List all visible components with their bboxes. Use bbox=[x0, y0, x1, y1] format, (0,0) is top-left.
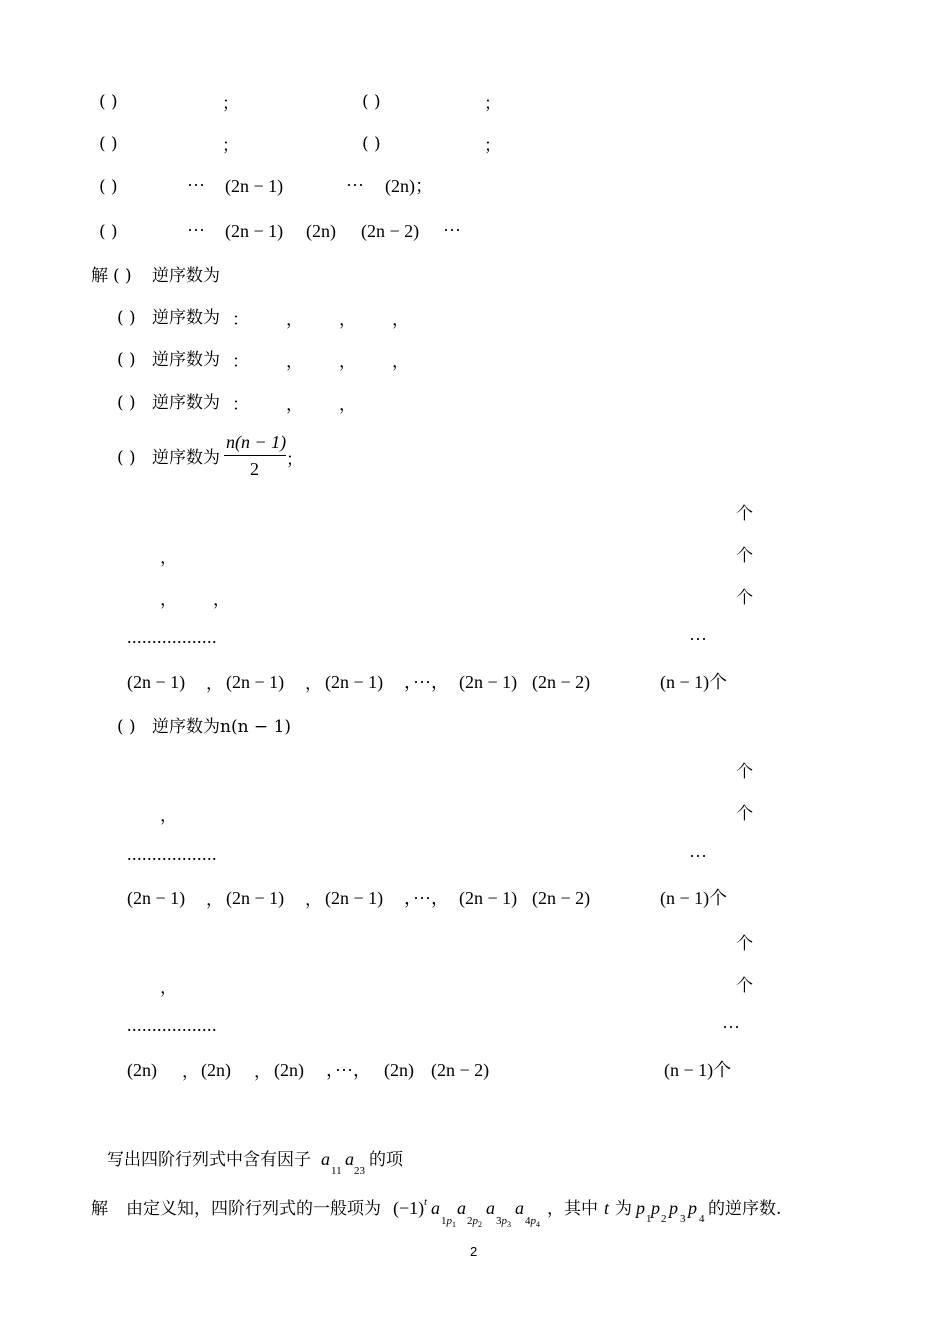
b1-expr-5: (2n − 2) bbox=[532, 672, 591, 692]
expr-4b: (2n) bbox=[306, 221, 336, 241]
b3-mid: ，···， bbox=[326, 1060, 371, 1080]
perm-p1-sub: 1 bbox=[646, 1213, 652, 1225]
sol2-comma-2: ， bbox=[339, 352, 356, 372]
b1-comma-2: ， bbox=[160, 590, 177, 610]
sol4-text: 逆序数为 bbox=[152, 448, 220, 468]
expr-4a: (2n − 1) bbox=[225, 221, 284, 241]
perm-p3-sub: 3 bbox=[680, 1213, 686, 1225]
paren-4: ( ) bbox=[99, 222, 118, 242]
dots-4a: ··· bbox=[187, 220, 205, 240]
count-ge-7: 个 bbox=[736, 976, 753, 996]
paren-2b: ( ) bbox=[362, 134, 381, 154]
sol1-paren: ( ) bbox=[117, 308, 136, 328]
perm-p2: p bbox=[651, 1198, 660, 1218]
b3-expr-3: (2n) bbox=[274, 1060, 304, 1080]
sol2-comma-1: ， bbox=[286, 352, 303, 372]
expr-3a: (2n − 1) bbox=[225, 176, 284, 196]
sol2-comma-3: ， bbox=[392, 352, 409, 372]
q2-var-t: t bbox=[604, 1198, 610, 1218]
b3-expr-4: (2n) bbox=[384, 1060, 414, 1080]
perm-p4: p bbox=[688, 1198, 697, 1218]
b2-expr-3: (2n − 1) bbox=[325, 888, 384, 908]
sol5-paren: ( ) bbox=[117, 717, 136, 737]
b1-expr-2: (2n − 1) bbox=[226, 672, 285, 692]
b1-sep-1: ， bbox=[206, 674, 223, 694]
sol3-paren: ( ) bbox=[117, 393, 136, 413]
b3-expr-1: (2n) bbox=[127, 1060, 157, 1080]
b2-expr-1: (2n − 1) bbox=[127, 888, 186, 908]
expr-4c: (2n − 2) bbox=[361, 221, 420, 241]
term-a4: a bbox=[515, 1198, 524, 1218]
b2-count: (n − 1)个 bbox=[660, 888, 728, 908]
b2-comma-1: ， bbox=[160, 806, 177, 826]
b2-sep-2: ， bbox=[305, 890, 322, 910]
b1-comma-1: ， bbox=[160, 548, 177, 568]
sol2-paren: ( ) bbox=[117, 350, 136, 370]
sol3-colon: ： bbox=[232, 395, 249, 415]
b1-dots-row: .................. bbox=[127, 627, 217, 647]
b1-expr-3: (2n − 1) bbox=[325, 672, 384, 692]
count-ge-4: 个 bbox=[736, 762, 753, 782]
sol3-comma-2: ， bbox=[339, 395, 356, 415]
semicolon-1b: ； bbox=[484, 94, 501, 114]
dots-3b: ··· bbox=[346, 175, 364, 195]
count-ge-1: 个 bbox=[736, 504, 753, 524]
b1-ellipsis: ··· bbox=[689, 629, 707, 649]
paren-2a: ( ) bbox=[99, 134, 118, 154]
fraction-numerator: n(n − 1) bbox=[226, 432, 287, 452]
sol4-end: ； bbox=[286, 450, 303, 470]
b3-sep-2: ， bbox=[254, 1062, 271, 1082]
page-number: 2 bbox=[470, 1244, 478, 1259]
q2-solution-text-3: 为 bbox=[615, 1199, 632, 1219]
perm-p2-sub: 2 bbox=[661, 1213, 667, 1225]
count-ge-3: 个 bbox=[736, 588, 753, 608]
solution-label: 解 bbox=[91, 266, 108, 286]
factor-a23: a bbox=[345, 1149, 354, 1169]
perm-p4-sub: 4 bbox=[699, 1213, 705, 1225]
fraction-denominator: 2 bbox=[250, 459, 259, 479]
b3-comma-1: ， bbox=[160, 978, 177, 998]
b1-expr-1: (2n − 1) bbox=[127, 672, 186, 692]
perm-p1: p bbox=[636, 1198, 645, 1218]
dots-4b: ··· bbox=[443, 220, 461, 240]
b3-sep-1: ， bbox=[182, 1062, 199, 1082]
b1-count: (n − 1)个 bbox=[660, 672, 728, 692]
q2-solution-text-4: 的逆序数. bbox=[708, 1199, 782, 1219]
sol1-comma-3: ， bbox=[392, 310, 409, 330]
b3-dots-row: .................. bbox=[127, 1015, 217, 1035]
b2-expr-2: (2n − 1) bbox=[226, 888, 285, 908]
expr-3b: (2n)； bbox=[385, 176, 433, 196]
sol5-text: 逆序数为n(n − 1) bbox=[152, 717, 292, 737]
count-ge-5: 个 bbox=[736, 804, 753, 824]
b2-ellipsis: ··· bbox=[689, 846, 707, 866]
term-a3: a bbox=[486, 1198, 495, 1218]
b3-expr-5: (2n − 2) bbox=[431, 1060, 490, 1080]
q2-sign-exponent: t bbox=[424, 1196, 428, 1208]
term-a1-sub: $1p_1$ bbox=[441, 1215, 456, 1230]
sol4-paren: ( ) bbox=[117, 448, 136, 468]
b3-ellipsis: ··· bbox=[722, 1017, 740, 1037]
term-a2: a bbox=[457, 1198, 466, 1218]
fraction-bar bbox=[224, 455, 286, 456]
perm-p3: p bbox=[669, 1198, 678, 1218]
b1-expr-4: (2n − 1) bbox=[459, 672, 518, 692]
b2-expr-4: (2n − 1) bbox=[459, 888, 518, 908]
term-a3-sub: $3p_3$ bbox=[496, 1215, 511, 1230]
factor-a11-sub: 11 bbox=[331, 1165, 342, 1177]
count-ge-6: 个 bbox=[736, 934, 753, 954]
b3-expr-2: (2n) bbox=[201, 1060, 231, 1080]
paren-1b: ( ) bbox=[362, 92, 381, 112]
question-2-prefix: 写出四阶行列式中含有因子 bbox=[107, 1150, 311, 1170]
sol1-colon: ： bbox=[232, 310, 249, 330]
b2-sep-1: ， bbox=[206, 890, 223, 910]
sol-paren: ( ) bbox=[113, 266, 132, 286]
q2-solution-text-2: ，其中 bbox=[547, 1199, 598, 1219]
sol2-colon: ： bbox=[232, 352, 249, 372]
count-ge-2: 个 bbox=[736, 546, 753, 566]
factor-a23-sub: 23 bbox=[354, 1165, 365, 1177]
b2-mid: ，···， bbox=[404, 888, 449, 908]
sol1-comma-1: ， bbox=[286, 310, 303, 330]
term-a1: a bbox=[431, 1198, 440, 1218]
sol3-comma-1: ， bbox=[286, 395, 303, 415]
sol1-comma-2: ， bbox=[339, 310, 356, 330]
b3-count: (n − 1)个 bbox=[664, 1060, 732, 1080]
sol-text: 逆序数为 bbox=[152, 266, 220, 286]
b2-dots-row: .................. bbox=[127, 844, 217, 864]
semicolon-1a: ； bbox=[222, 94, 239, 114]
dots-3a: ··· bbox=[187, 175, 205, 195]
sol2-text: 逆序数为 bbox=[152, 350, 220, 370]
semicolon-2a: ； bbox=[222, 136, 239, 156]
factor-a11: a bbox=[321, 1149, 330, 1169]
term-a2-sub: $2p_2$ bbox=[467, 1215, 482, 1230]
b1-mid: ，···， bbox=[404, 672, 449, 692]
term-a4-sub: $4p_4$ bbox=[525, 1215, 540, 1230]
question-2-suffix: 的项 bbox=[369, 1150, 403, 1170]
sol1-text: 逆序数为 bbox=[152, 308, 220, 328]
sol3-text: 逆序数为 bbox=[152, 393, 220, 413]
b2-expr-5: (2n − 2) bbox=[532, 888, 591, 908]
q2-solution-text-1: 由定义知，四阶行列式的一般项为 bbox=[126, 1199, 381, 1219]
semicolon-2b: ； bbox=[484, 136, 501, 156]
paren-1a: ( ) bbox=[99, 92, 118, 112]
fraction bbox=[224, 433, 286, 479]
b1-comma-3: ， bbox=[213, 590, 230, 610]
q2-solution-label: 解 bbox=[91, 1199, 108, 1219]
b1-sep-2: ， bbox=[305, 674, 322, 694]
q2-sign: (−1) bbox=[393, 1198, 425, 1218]
paren-3: ( ) bbox=[99, 177, 118, 197]
